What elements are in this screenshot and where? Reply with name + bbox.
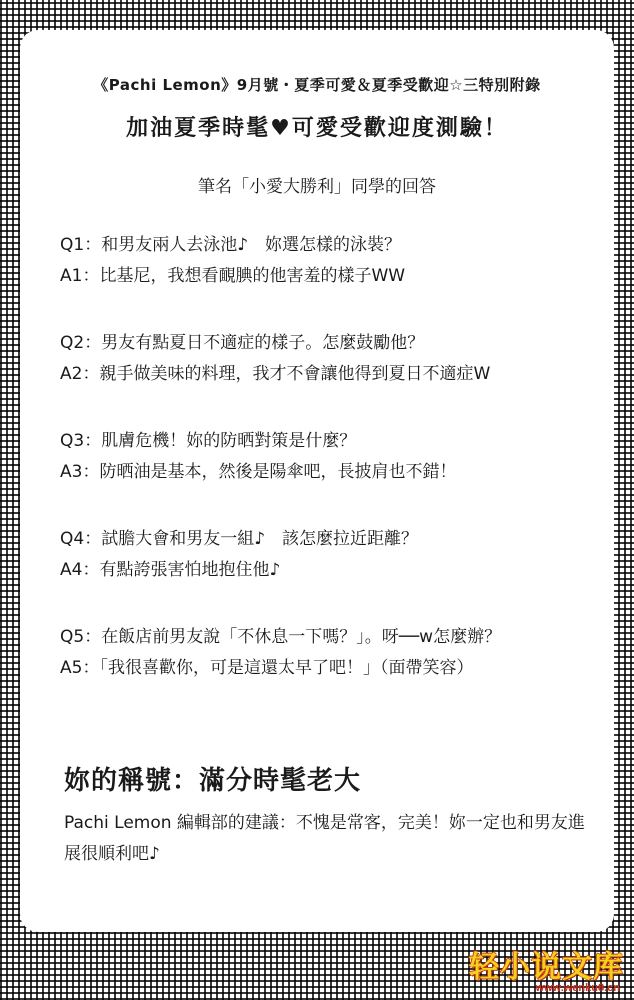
question-2: Q2：男友有點夏日不適症的樣子。怎麼鼓勵他？ (60, 333, 425, 353)
question-1: Q1：和男友兩人去泳池♪ 妳選怎樣的泳裝？ (60, 235, 402, 255)
watermark-url: www.wenku8.cn (535, 982, 620, 994)
question-5: Q5：在飯店前男友說「不休息一下嗎？」。呀──w怎麼辦？ (60, 627, 502, 647)
quiz-title: 加油夏季時髦♥可愛受歡迎度測驗！ (126, 116, 508, 141)
issue-line: 《Pachi Lemon》9月號・夏季可愛＆夏季受歡迎☆三特別附錄 (93, 76, 541, 94)
answer-3: A3：防晒油是基本，然後是陽傘吧，長披肩也不錯！ (60, 462, 457, 482)
respondent-line: 筆名「小愛大勝利」同學的回答 (198, 177, 436, 197)
answer-5: A5：「我很喜歡你，可是這還太早了吧！」（面帶笑容） (60, 658, 474, 678)
result-title: 妳的稱號：滿分時髦老大 (64, 766, 362, 796)
question-4: Q4：試膽大會和男友一組♪ 該怎麼拉近距離？ (60, 529, 419, 549)
qa-item-4 (60, 524, 590, 586)
question-3: Q3：肌膚危機！妳的防晒對策是什麼？ (60, 431, 357, 451)
qa-item-1 (60, 230, 590, 292)
site-watermark-logo (469, 936, 624, 996)
qa-item-5 (60, 622, 590, 684)
page-card (20, 30, 614, 932)
header (20, 74, 614, 142)
answer-4: A4：有點誇張害怕地抱住他♪ (60, 560, 281, 580)
watermark-text: 轻小说文库 (469, 950, 624, 985)
qa-item-3 (60, 426, 590, 488)
editor-advice: Pachi Lemon 編輯部的建議：不愧是常客，完美！妳一定也和男友進展很順利吧♪ (64, 813, 585, 864)
qa-list (60, 230, 590, 720)
answer-1: A1：比基尼，我想看靦腆的他害羞的樣子WW (60, 266, 406, 286)
qa-item-2 (60, 328, 590, 390)
answer-2: A2：親手做美味的料理，我才不會讓他得到夏日不適症W (60, 364, 491, 384)
